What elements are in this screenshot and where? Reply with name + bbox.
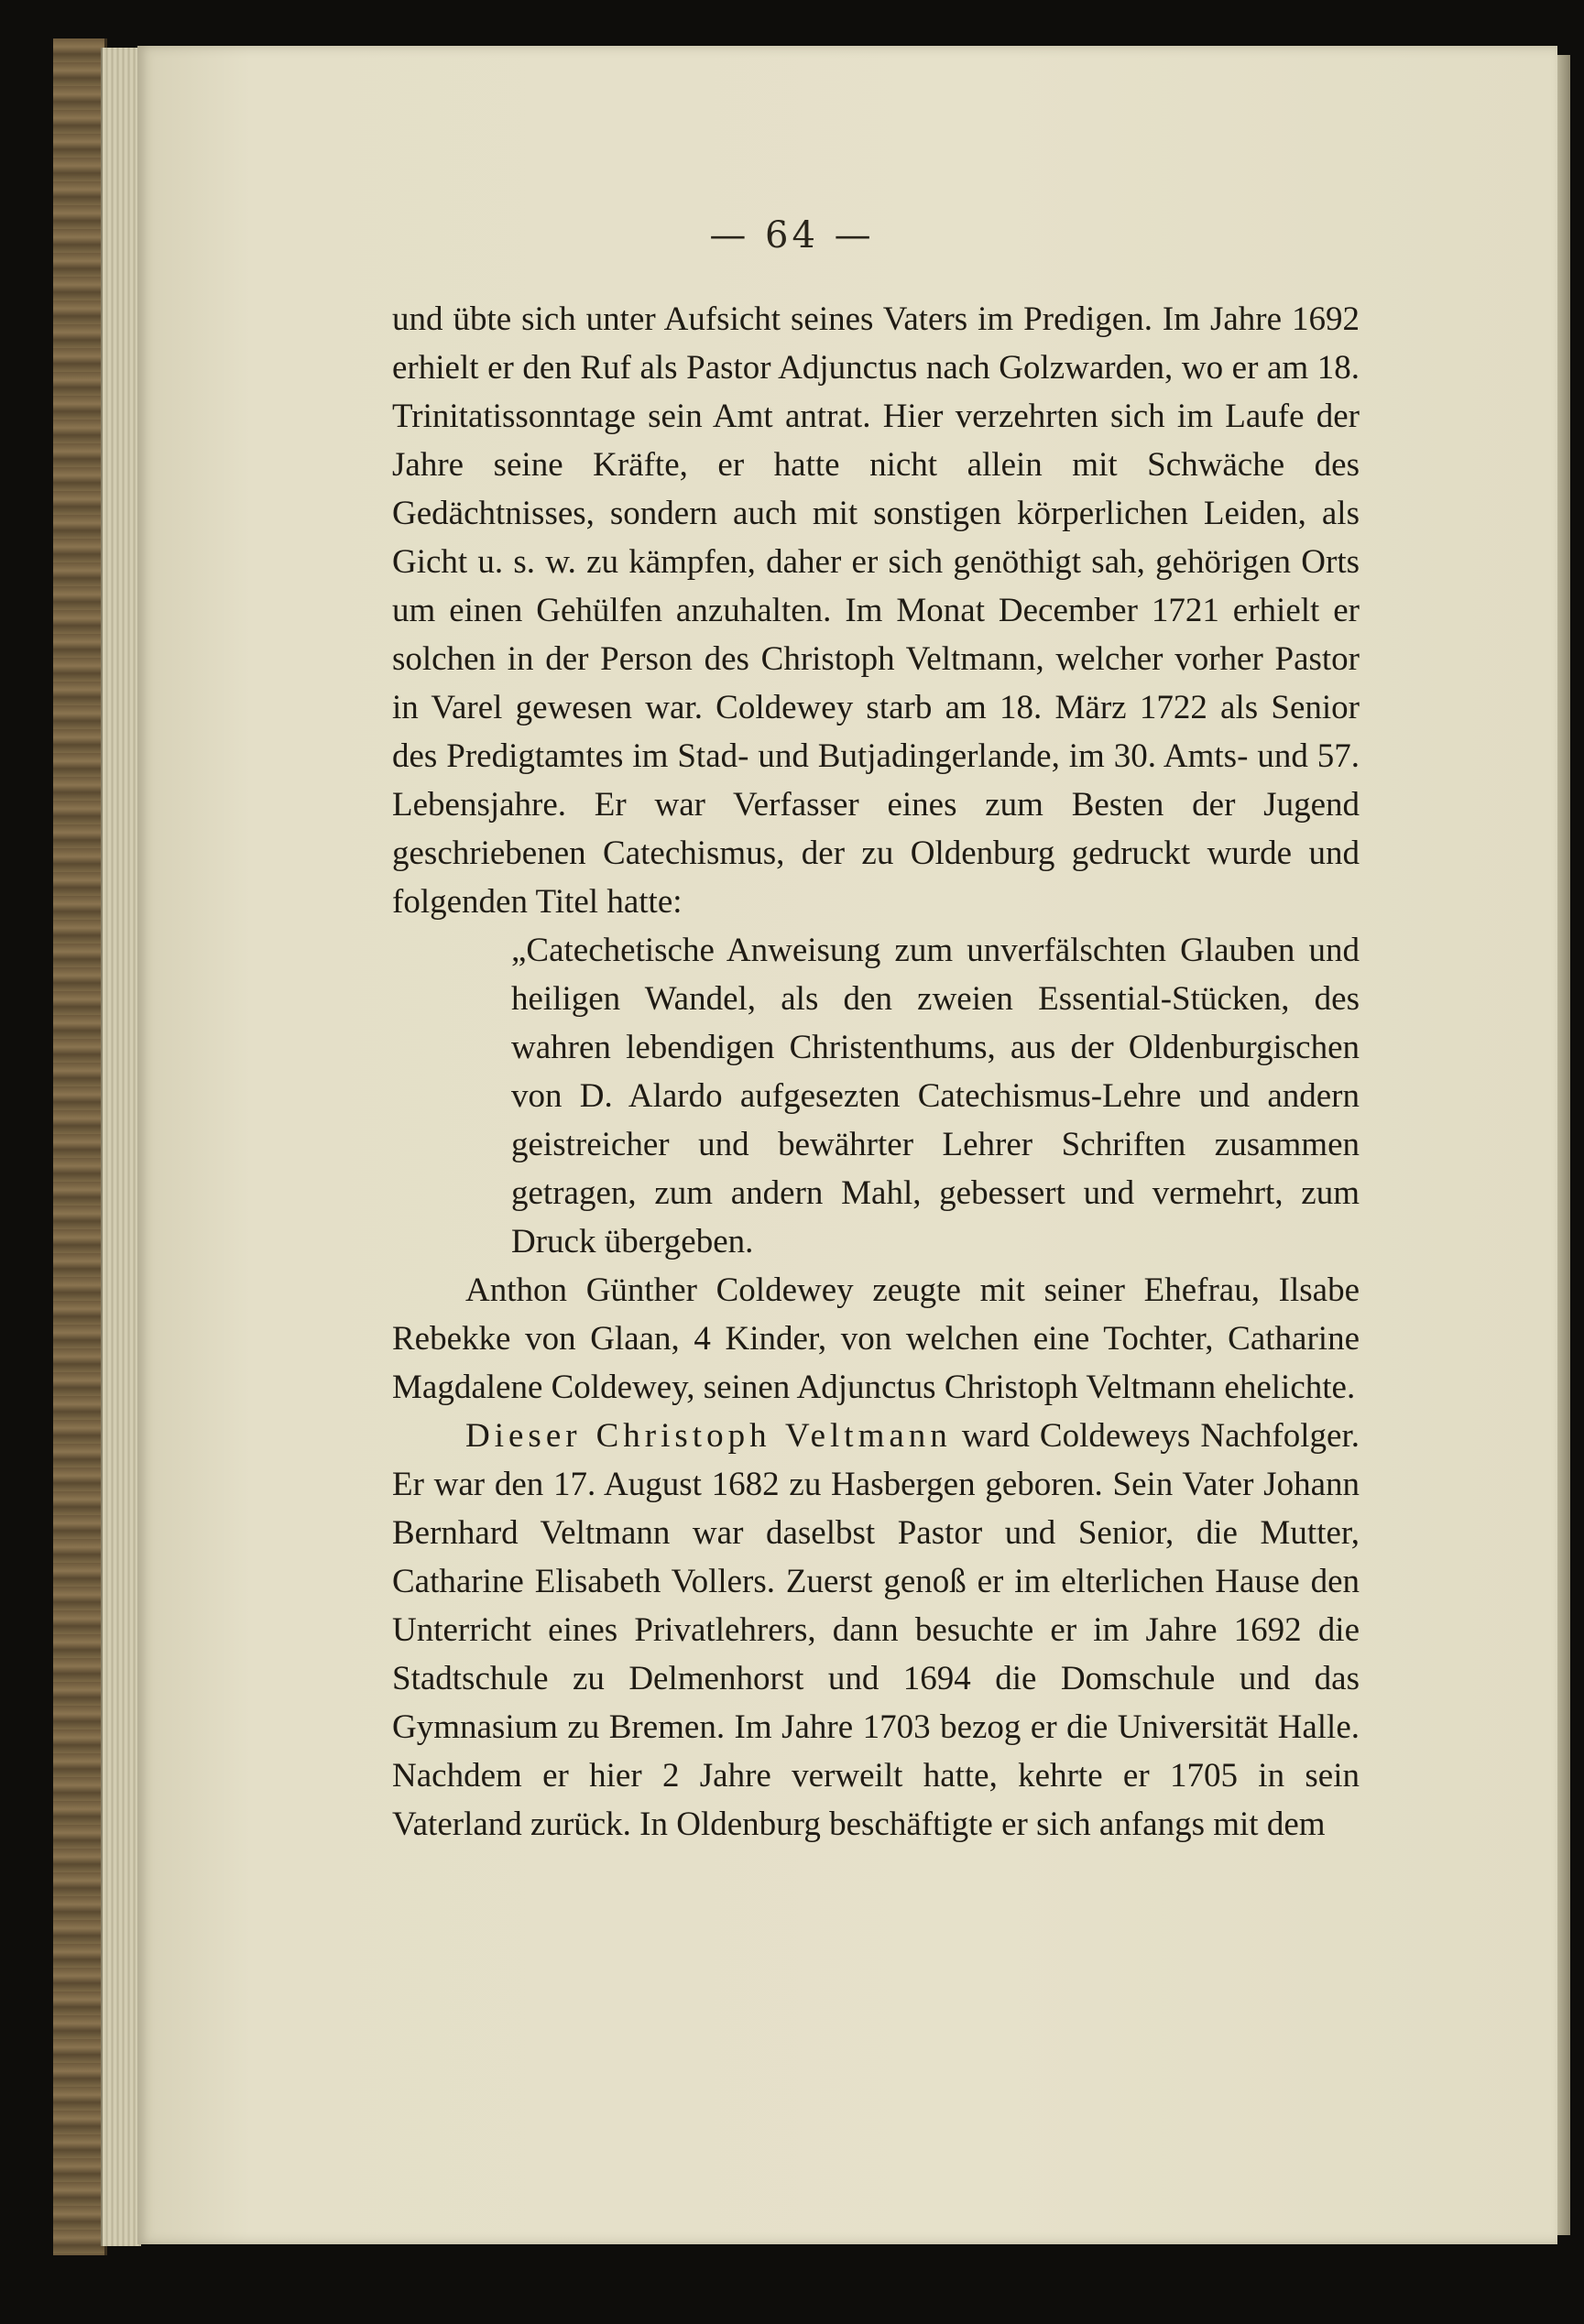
paragraph-4-text: ward Coldeweys Nachfolger. Er war den 17. August 1682 zu Hasbergen geboren. Sein Vater Johann Bernhard Veltmann war daselbst Pastor und Senior, die Mutter, Catharine Elisabeth Vollers. Zuerst genoß er im elterlichen Hause den Unterricht eines Privatlehrers, dann besuchte er im Jahre 1692 die Stadtschule zu Delmenhorst und 1694 die Domschule und das Gymnasium zu Bremen. Im Jahre 1703 bezog er die Universität Halle. Nachdem er hier 2 Jahre verweilt hatte, kehrte er 1705 in sein Vaterland zurück. In Oldenburg beschäftigte er sich anfangs mit dem	[392, 1417, 1360, 1843]
paragraph-3: Anthon Günther Coldewey zeugte mit seiner Ehefrau, Ilsabe Rebekke von Glaan, 4 Kinder, von welchen eine Tochter, Catharine Magdalene Coldewey, seinen Adjunctus Christoph Veltmann ehelichte.	[392, 1271, 1360, 1406]
spaced-name: Dieser Christoph Veltmann	[465, 1417, 952, 1455]
page-edges	[101, 48, 141, 2246]
paragraph-4	[392, 1412, 1360, 1849]
title-quotation: „Catechetische Anweisung zum unverfälschten Glauben und heiligen Wandel, als den zweien Essential-Stücken, des wahren lebendigen Christenthums, aus der Oldenburgischen von D. Alardo aufgesezten Catechismus-Lehre und andern geistreicher und bewährter Lehrer Schriften zusammen getragen, zum andern Mahl, gebessert und vermehrt, zum Druck übergeben.	[511, 932, 1360, 1260]
body-text	[392, 295, 1360, 1849]
page-number: — 64 —	[709, 214, 875, 256]
page-right-edge	[1557, 55, 1570, 2235]
paragraph-1: und übte sich unter Aufsicht seines Vaters im Predigen. Im Jahre 1692 erhielt er den Ruf als Pastor Adjunctus nach Golzwarden, wo er am 18. Trinitatissonntage sein Amt antrat. Hier verzehrten sich im Laufe der Jahre seine Kräfte, er hatte nicht allein mit Schwäche des Gedächtnisses, sondern auch mit sonstigen körperlichen Leiden, als Gicht u. s. w. zu kämpfen, daher er sich genöthigt sah, gehörigen Orts um einen Gehülfen anzuhalten. Im Monat December 1721 erhielt er solchen in der Person des Christoph Veltmann, welcher vorher Pastor in Varel gewesen war. Coldewey starb am 18. März 1722 als Senior des Predigtamtes im Stad- und Butjadingerlande, im 30. Amts- und 57. Lebensjahre. Er war Verfasser eines zum Besten der Jugend geschriebenen Catechismus, der zu Oldenburg gedruckt wurde und folgenden Titel hatte:	[392, 300, 1360, 921]
book-binding	[53, 38, 107, 2255]
